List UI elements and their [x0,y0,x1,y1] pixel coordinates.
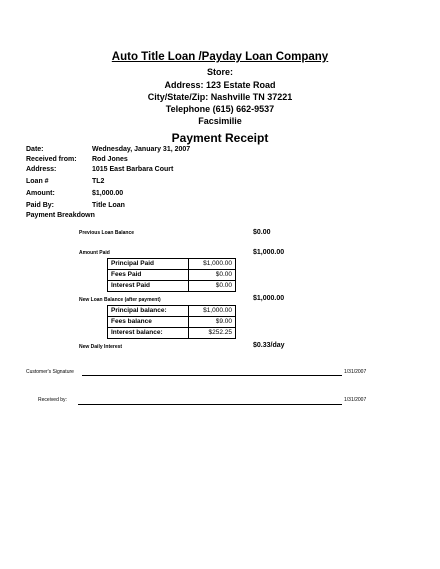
table-row [108,270,236,281]
amount-paid-label: Amount Paid [79,250,110,256]
store-facsimile: Facsimilie [198,116,242,126]
principal-balance-value: $1,000.00 [189,306,236,317]
interest-balance-label: Interest balance: [108,328,189,339]
address-label: Address: [26,166,57,173]
customer-signature-label: Customer's Signature [26,369,74,375]
fees-paid-value: $0.00 [189,270,236,281]
store-city: City/State/Zip: Nashville TN 37221 [147,92,293,102]
paid-by-value: Title Loan [92,202,125,209]
received-by-date: 1/31/2007 [344,397,367,403]
loan-number-label: Loan # [26,178,49,185]
paid-by-label: Paid By: [26,202,55,209]
principal-paid-label: Principal Paid [108,259,189,270]
fees-balance-label: Fees balance [108,317,189,328]
table-row [108,259,236,270]
new-balance-label: New Loan Balance (after payment) [79,297,161,303]
receipt-title: Payment Receipt [171,131,269,145]
date-label: Date: [26,146,44,153]
amount-value: $1,000.00 [92,190,124,197]
paid-breakdown-table [107,258,236,292]
table-row [108,306,236,317]
received-from-value: Rod Jones [92,156,128,163]
principal-paid-value: $1,000.00 [189,259,236,270]
table-row [108,317,236,328]
date-value: Wednesday, January 31, 2007 [92,146,191,153]
store-telephone: Telephone (615) 662-9537 [165,104,275,114]
amount-label: Amount: [26,190,55,197]
principal-balance-label: Principal balance: [108,306,189,317]
customer-signature-date: 1/31/2007 [344,369,367,375]
new-balance-value: $1,000.00 [253,295,285,302]
previous-balance-label: Previous Loan Balance [79,230,135,236]
fees-balance-value: $9.00 [189,317,236,328]
fees-paid-label: Fees Paid [108,270,189,281]
received-from-label: Received from: [26,156,77,163]
table-row [108,328,236,339]
interest-paid-label: Interest Paid [108,281,189,292]
company-name: Auto Title Loan /Payday Loan Company [111,51,329,63]
store-label: Store: [206,67,233,77]
loan-number-value: TL2 [92,178,105,185]
amount-paid-value: $1,000.00 [253,249,285,256]
interest-balance-value: $252.25 [189,328,236,339]
received-by-label: Received by: [38,397,67,403]
previous-balance-value: $0.00 [253,229,271,236]
daily-interest-value: $0.33/day [253,342,285,349]
store-address: Address: 123 Estate Road [164,80,276,90]
balance-breakdown-table [107,305,236,339]
customer-signature-line[interactable] [82,375,342,376]
interest-paid-value: $0.00 [189,281,236,292]
received-by-line[interactable] [78,404,342,405]
payment-breakdown-heading: Payment Breakdown [26,212,95,219]
address-value: 1015 East Barbara Court [92,166,174,173]
daily-interest-label: New Daily Interest [79,344,123,350]
table-row [108,281,236,292]
